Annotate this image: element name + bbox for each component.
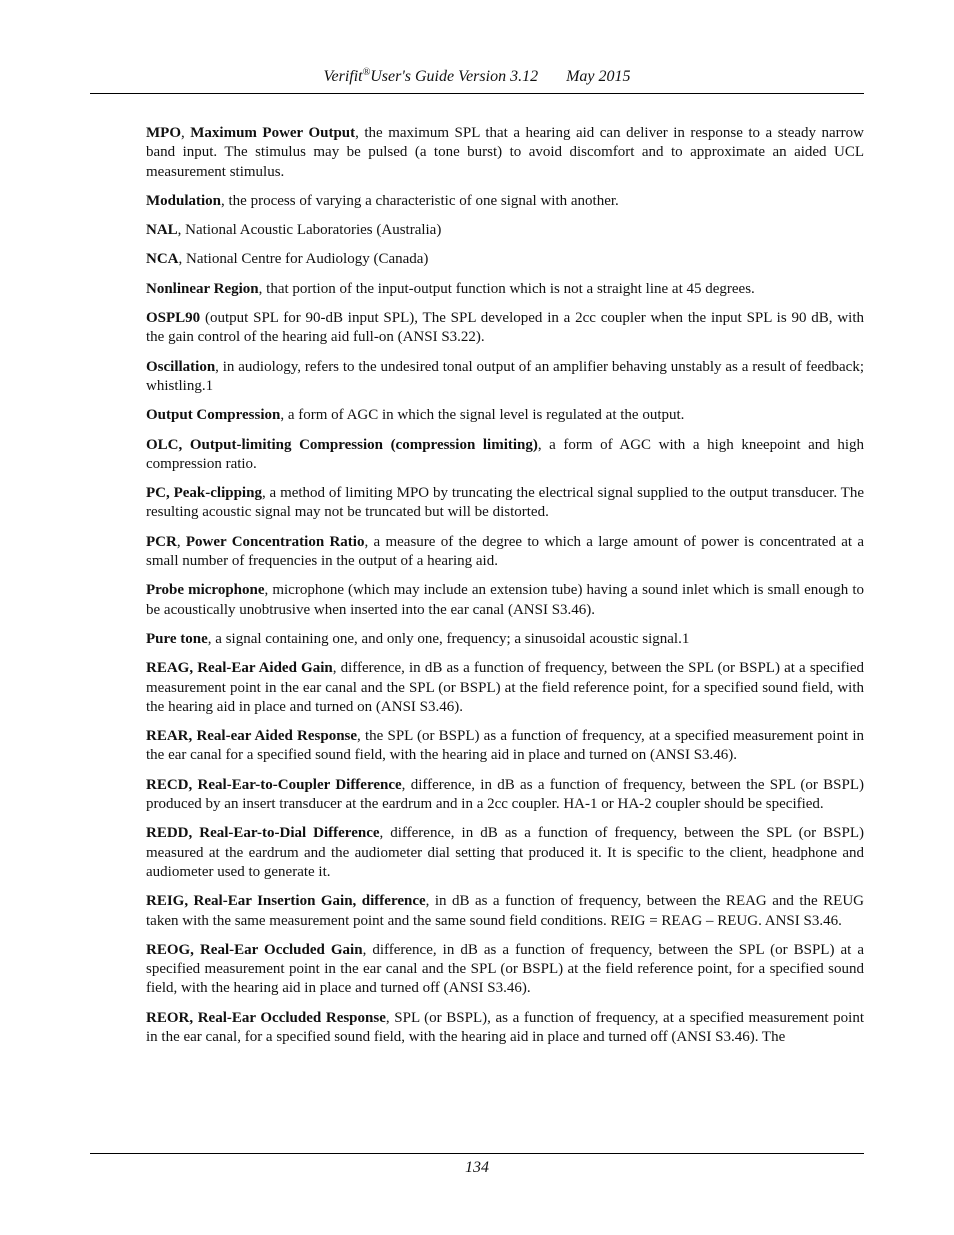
glossary-term: MPO bbox=[146, 125, 181, 141]
glossary-term: REIG, Real-Ear Insertion Gain, difference bbox=[146, 893, 426, 910]
glossary-entry bbox=[146, 659, 864, 717]
page-number: 134 bbox=[465, 1159, 489, 1176]
page-header bbox=[90, 66, 864, 94]
glossary-definition: , difference, in dB as a function of frequency, between the SPL (or BSPL) at a specified measurement point in the ear canal and the SPL (or BSPL) at the field reference point, for a specified sound field, with the hearing aid in place and turned off (ANSI S3.46). bbox=[146, 941, 864, 997]
glossary-definition: , a form of AGC with a high kneepoint and high compression ratio. bbox=[146, 436, 864, 472]
glossary-definition: , the SPL (or BSPL) as a function of frequency, at a specified measurement point in the ear canal for a specified sound field, with the hearing aid in place and turned on (ANSI S3.46). bbox=[146, 728, 864, 764]
glossary-term: RECD, Real-Ear-to-Coupler Difference bbox=[146, 776, 402, 793]
glossary-definition: , in dB as a function of frequency, between the REAG and the REUG taken with the same measurement point and the same sound field conditions. REIG = REAG – REUG. ANSI S3.46. bbox=[146, 893, 864, 929]
glossary-term: NAL bbox=[146, 222, 178, 239]
registered-mark: ® bbox=[362, 67, 371, 78]
glossary-entry bbox=[146, 581, 864, 620]
glossary-definition: , National Acoustic Laboratories (Australia) bbox=[177, 222, 442, 239]
glossary-term: REDD, Real-Ear-to-Dial Difference bbox=[146, 825, 380, 842]
glossary-definition: , difference, in dB as a function of frequency, between the SPL (or BSPL) produced by an insert transducer at the eardrum and in a 2cc coupler. HA-1 or HA-2 coupler should be specified. bbox=[146, 776, 864, 813]
glossary-term-expanded: Maximum Power Output bbox=[190, 125, 356, 141]
glossary-definition: (output SPL for 90-dB input SPL), The SPL developed in a 2cc coupler when the input SPL is 90 dB, with the gain control of the hearing aid full-on (ANSI S3.22). bbox=[146, 310, 864, 346]
glossary-entry bbox=[146, 776, 864, 815]
glossary-term: PCR bbox=[146, 533, 177, 550]
glossary-entry bbox=[146, 192, 864, 211]
glossary-entry bbox=[146, 436, 864, 475]
glossary-term: Modulation bbox=[146, 192, 222, 209]
glossary-definition: , National Centre for Audiology (Canada) bbox=[178, 251, 429, 268]
term-separator: , bbox=[176, 533, 186, 550]
glossary-entry bbox=[146, 280, 864, 299]
glossary-term: Probe microphone bbox=[146, 582, 265, 599]
header-title-prefix: Verifit bbox=[323, 68, 363, 85]
glossary-term: REAG, Real-Ear Aided Gain bbox=[146, 660, 333, 677]
glossary-definition: , the maximum SPL that a hearing aid can deliver in response to a steady narrow band input. The stimulus may be pulsed (a tone burst) to avoid discomfort and to approximate an aided UCL measurement stimulus. bbox=[146, 125, 865, 180]
glossary-entry bbox=[146, 221, 864, 240]
glossary-definition: , a method of limiting MPO by truncating the electrical signal supplied to the output transducer. The resulting acoustic signal may not be truncated but will be distorted. bbox=[146, 485, 865, 521]
term-separator: , bbox=[181, 125, 191, 141]
glossary-entry bbox=[146, 1009, 864, 1048]
header-date: May 2015 bbox=[566, 68, 631, 85]
glossary-definition: , microphone (which may include an extension tube) having a sound inlet which is small enough to be acoustically unobtrusive when inserted into the ear canal (ANSI S3.46). bbox=[146, 582, 864, 618]
glossary-term: NCA bbox=[146, 251, 179, 268]
glossary-entry bbox=[146, 309, 864, 348]
glossary-entry bbox=[146, 124, 864, 182]
glossary-definition: , that portion of the input-output function which is not a straight line at 45 degrees. bbox=[258, 280, 755, 297]
glossary-definition: , difference, in dB as a function of frequency, between the SPL (or BSPL) at a specified measurement point in the ear canal and the SPL (or BSPL) at the field reference point, for a specified sound field, with the hearing aid in place and turned on (ANSI S3.46). bbox=[146, 660, 864, 715]
glossary-entry bbox=[146, 727, 864, 766]
glossary-definition: , the process of varying a characteristic of one signal with another. bbox=[221, 192, 619, 209]
glossary-entry bbox=[146, 533, 864, 572]
glossary-entry bbox=[146, 406, 864, 425]
glossary-term: OLC, Output-limiting Compression (compression limiting) bbox=[146, 436, 538, 453]
page-footer bbox=[90, 1153, 864, 1179]
header-title bbox=[323, 68, 538, 85]
glossary-entry bbox=[146, 941, 864, 999]
glossary-term-expanded: Power Concentration Ratio bbox=[185, 533, 365, 550]
glossary-term: PC, Peak-clipping bbox=[146, 485, 262, 502]
glossary-term: REOR, Real-Ear Occluded Response bbox=[146, 1009, 386, 1026]
glossary-content bbox=[146, 124, 864, 1057]
glossary-entry bbox=[146, 358, 864, 397]
glossary-definition: , a measure of the degree to which a large amount of power is concentrated at a small number of frequencies in the output of a hearing aid. bbox=[146, 533, 865, 570]
glossary-entry bbox=[146, 250, 864, 269]
glossary-definition: , a form of AGC in which the signal level is regulated at the output. bbox=[280, 407, 685, 424]
glossary-definition: , difference, in dB as a function of frequency, between the SPL (or BSPL) measured at the eardrum and the audiometer dial setting that produced it. It is specific to the client, headphone and audiometer used to generate it. bbox=[146, 825, 864, 880]
glossary-term: OSPL90 bbox=[146, 310, 201, 327]
glossary-term: REOG, Real-Ear Occluded Gain bbox=[146, 941, 363, 958]
glossary-entry bbox=[146, 892, 864, 931]
glossary-term: Output Compression bbox=[146, 407, 281, 424]
glossary-term: Oscillation bbox=[146, 358, 216, 375]
header-title-suffix: User's Guide Version 3.12 bbox=[370, 68, 539, 85]
glossary-entry bbox=[146, 630, 864, 649]
glossary-entry bbox=[146, 824, 864, 882]
glossary-term: REAR, Real-ear Aided Response bbox=[146, 728, 358, 745]
glossary-definition: , SPL (or BSPL), as a function of frequency, at a specified measurement point in the ear canal, for a specified sound field, with the hearing aid in place and turned off (ANSI S3.46). The bbox=[146, 1009, 864, 1045]
glossary-definition: , in audiology, refers to the undesired tonal output of an amplifier behaving unstably as a result of feedback; whistling.1 bbox=[146, 358, 864, 394]
glossary-term: Nonlinear Region bbox=[146, 280, 259, 297]
glossary-definition: , a signal containing one, and only one, frequency; a sinusoidal acoustic signal.1 bbox=[207, 630, 690, 647]
glossary-term: Pure tone bbox=[146, 630, 208, 647]
glossary-entry bbox=[146, 484, 864, 523]
